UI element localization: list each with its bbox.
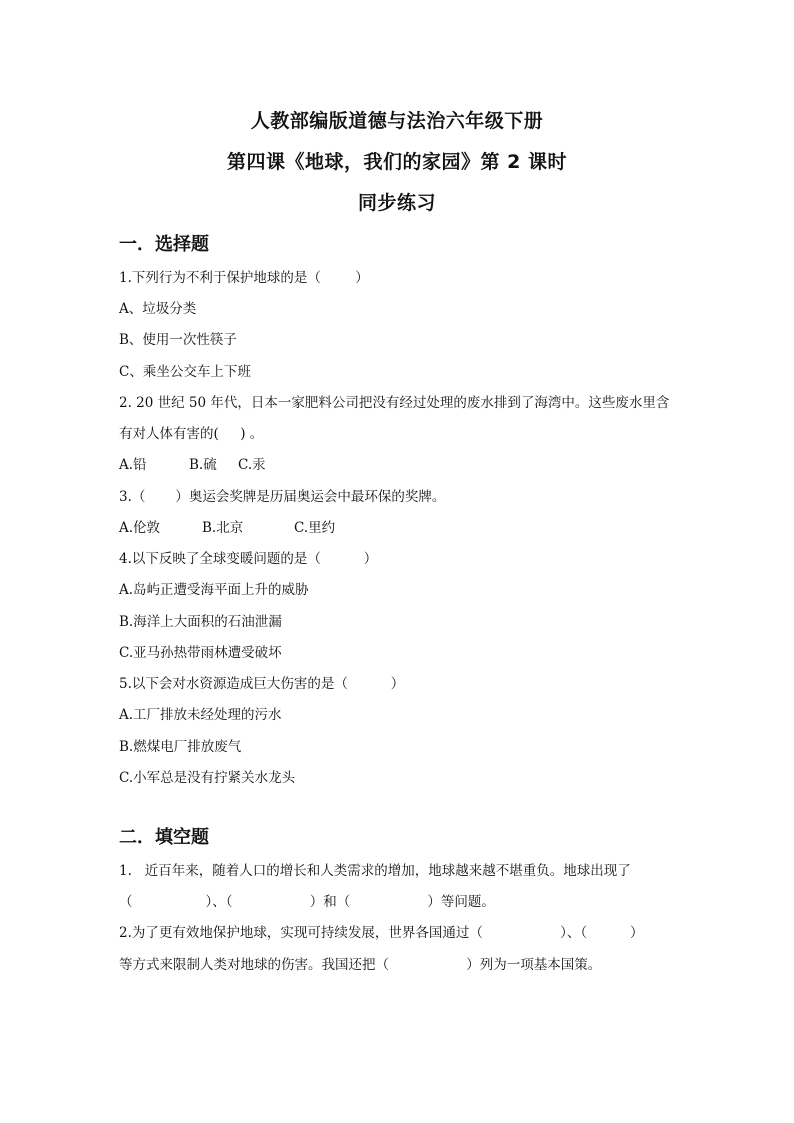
question-2-options: [119, 455, 266, 475]
question-4-option-a: A.岛屿正遭受海平面上升的威胁: [119, 582, 309, 598]
fill-2-line1: 2.为了更有效地保护地球，实现可持续发展，世界各国通过（ ）、（ ）: [119, 925, 644, 941]
fill-2-line2: 等方式来限制人类对地球的伤害。我国还把（ ）列为一项基本国策。: [119, 957, 602, 973]
question-3-option-a: A.伦敦: [119, 520, 161, 536]
question-3-option-c: C.里约: [294, 520, 336, 536]
fill-1-line1: 1. 近百年来，随着人口的增长和人类需求的增加，地球越来越不堪重负。地球出现了: [119, 863, 631, 879]
doc-title: 人教部编版道德与法治六年级下册: [250, 110, 544, 132]
question-1-option-a: A、垃圾分类: [119, 301, 197, 317]
fill-1-line2: （ ）、（ ）和（ ）等问题。: [119, 894, 495, 910]
section-heading-fill: 二．填空题: [119, 827, 209, 848]
question-3-stem: 3.（ ）奥运会奖牌是历届奥运会中最环保的奖牌。: [119, 489, 446, 505]
question-5-option-c: C.小军总是没有拧紧关水龙头: [119, 770, 296, 786]
section-heading-choice: 一．选择题: [119, 234, 209, 255]
lesson-title: 第四课《地球，我们的家园》第 2 课时: [227, 151, 567, 173]
question-2-option-a: A.铅: [119, 457, 147, 473]
question-5-option-b: B.燃煤电厂排放废气: [119, 739, 242, 755]
question-1-stem: 1.下列行为不利于保护地球的是（ ）: [119, 270, 369, 286]
question-4-stem: 4.以下反映了全球变暖问题的是（ ）: [119, 551, 378, 567]
question-4-option-c: C.亚马孙热带雨林遭受破坏: [119, 645, 282, 661]
practice-title: 同步练习: [357, 192, 436, 214]
question-5-option-a: A.工厂排放未经处理的污水: [119, 707, 282, 723]
question-2-stem-line1: 2. 20 世纪 50 年代，日本一家肥料公司把没有经过处理的废水排到了海湾中。这些废水里含: [119, 395, 670, 411]
question-2-option-c: C.汞: [238, 457, 266, 473]
question-3-option-b: B.北京: [202, 520, 244, 536]
question-4-option-b: B.海洋上大面积的石油泄漏: [119, 614, 282, 630]
question-2-stem-line2: 有对人体有害的( ) 。: [119, 426, 264, 442]
question-1-option-c: C、乘坐公交车上下班: [119, 364, 251, 380]
question-3-options: [119, 518, 335, 538]
question-5-stem: 5.以下会对水资源造成巨大伤害的是（ ）: [119, 676, 405, 692]
question-2-option-b: B.硫: [189, 457, 217, 473]
question-1-option-b: B、使用一次性筷子: [119, 332, 237, 348]
